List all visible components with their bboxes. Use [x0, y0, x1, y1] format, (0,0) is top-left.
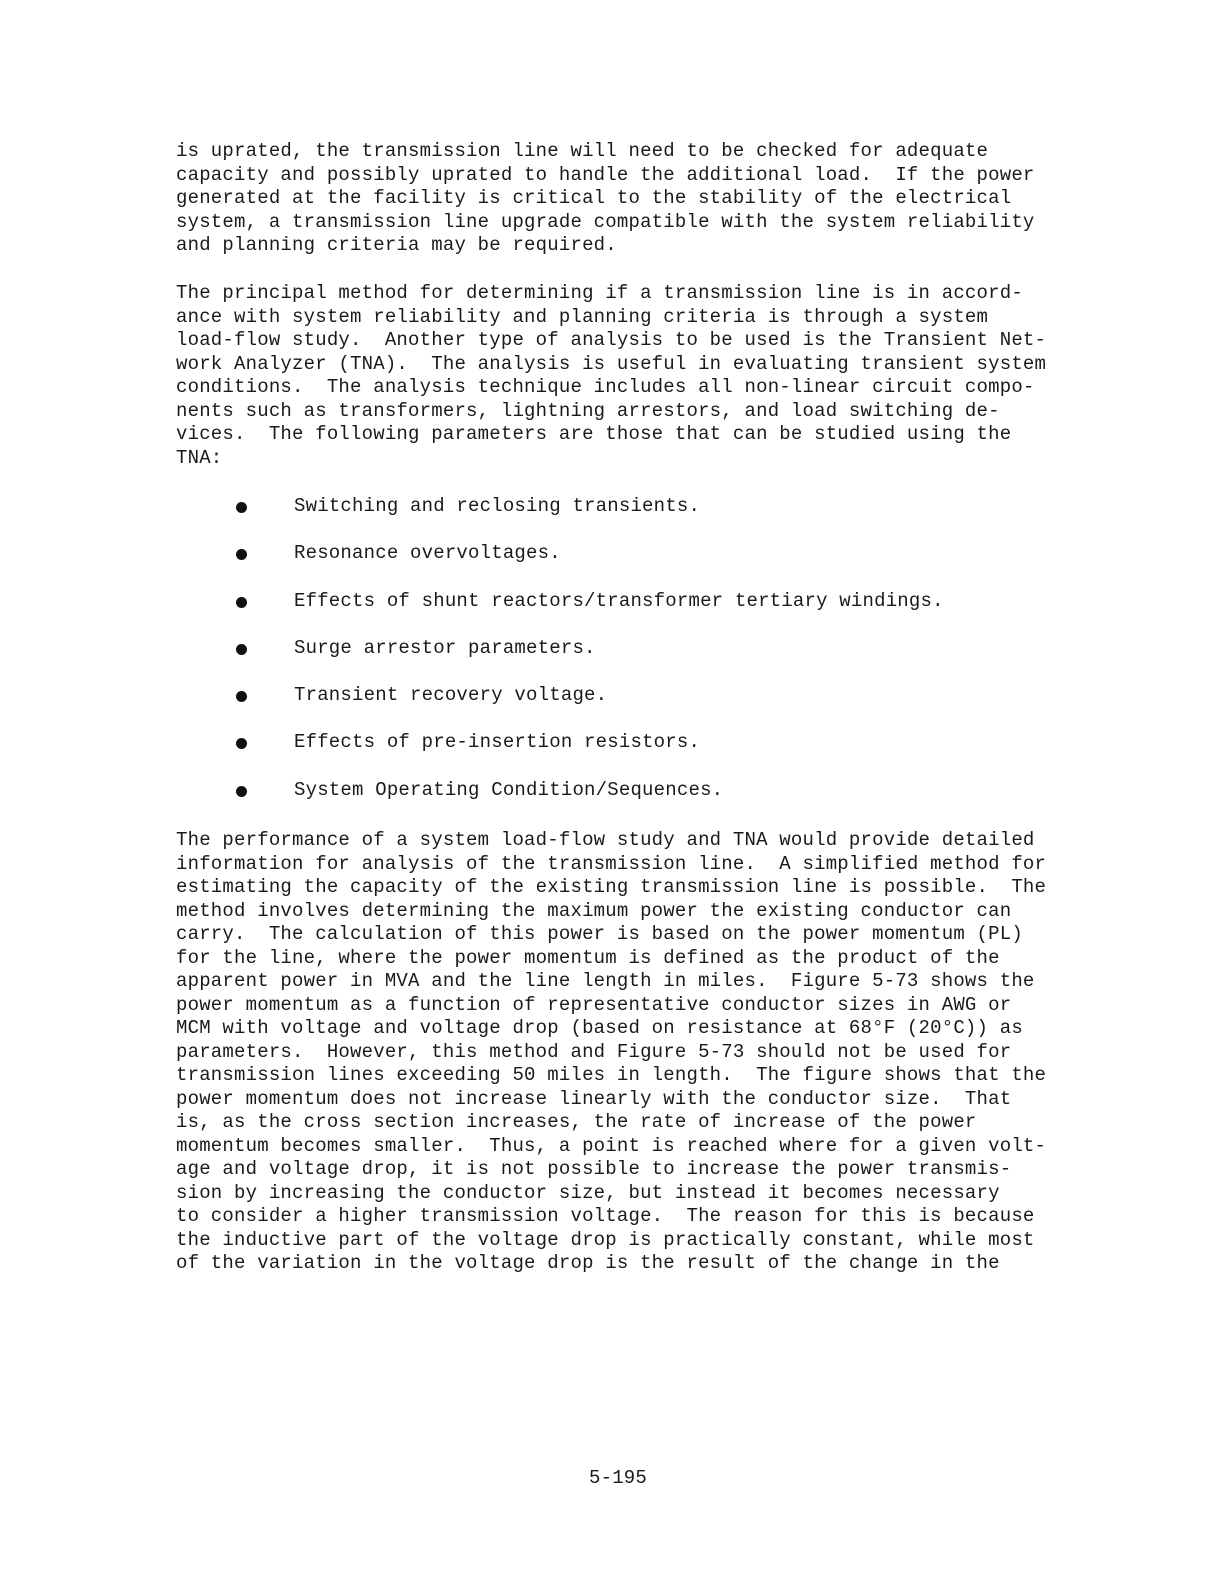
text-line: power momentum does not increase linearly with the conductor size. That	[176, 1087, 1012, 1110]
text-line: to consider a higher transmission voltage. The reason for this is because	[176, 1205, 1035, 1227]
list-item	[234, 542, 1034, 589]
text-line: and planning criteria may be required.	[176, 234, 617, 256]
list-item	[234, 637, 1034, 684]
text-line: conditions. The analysis technique includes all non-linear circuit compo-	[176, 376, 1035, 398]
text-line: is uprated, the transmission line will need to be checked for adequate	[176, 140, 989, 162]
text-line: transmission lines exceeding 50 miles in length. The figure shows that the	[176, 1064, 1047, 1086]
paragraph-2	[176, 282, 1076, 470]
page-number: 5-195	[588, 1467, 647, 1489]
text-line: power momentum as a function of representative conductor sizes in AWG or	[176, 993, 1012, 1016]
list-item-text: Surge arrestor parameters.	[294, 636, 596, 659]
text-line: The principal method for determining if a transmission line is in accord-	[176, 282, 1023, 304]
list-item	[234, 779, 1034, 826]
text-line: generated at the facility is critical to the stability of the electrical	[176, 187, 1012, 209]
bullet-icon	[236, 597, 247, 608]
paragraph-1	[176, 140, 1076, 258]
text-line: parameters. However, this method and Figure 5-73 should not be used for	[176, 1040, 1012, 1063]
list-item	[234, 684, 1034, 731]
list-item-text: Transient recovery voltage.	[294, 684, 608, 707]
bullet-icon	[236, 644, 247, 655]
text-line: for the line, where the power momentum is defined as the product of the	[176, 946, 1000, 969]
list-item-text: Effects of shunt reactors/transformer tertiary windings.	[294, 589, 944, 612]
bullet-icon	[236, 738, 247, 749]
text-line: estimating the capacity of the existing transmission line is possible. The	[176, 876, 1047, 898]
bullet-icon	[236, 502, 247, 513]
text-line: age and voltage drop, it is not possible to increase the power transmis-	[176, 1158, 1012, 1180]
list-item-text: Effects of pre-insertion resistors.	[294, 731, 701, 754]
text-line: nents such as transformers, lightning arrestors, and load switching de-	[176, 399, 1000, 422]
text-line: the inductive part of the voltage drop is practically constant, while most	[176, 1228, 1035, 1251]
text-line: capacity and possibly uprated to handle the additional load. If the power	[176, 163, 1035, 186]
paragraph-3	[176, 829, 1076, 1276]
text-line: TNA:	[176, 446, 223, 469]
list-item	[234, 731, 1034, 778]
text-line: MCM with voltage and voltage drop (based on resistance at 68°F (20°C)) as	[176, 1017, 1023, 1039]
text-line: of the variation in the voltage drop is the result of the change in the	[176, 1252, 1000, 1274]
text-line: sion by increasing the conductor size, but instead it becomes necessary	[176, 1181, 1000, 1204]
text-line: vices. The following parameters are those that can be studied using the	[176, 423, 1012, 445]
text-line: carry. The calculation of this power is based on the power momentum (PL)	[176, 923, 1023, 945]
text-line: work Analyzer (TNA). The analysis is useful in evaluating transient system	[176, 352, 1047, 375]
text-line: apparent power in MVA and the line length in miles. Figure 5-73 shows the	[176, 970, 1035, 992]
bullet-icon	[236, 786, 247, 797]
text-line: information for analysis of the transmission line. A simplified method for	[176, 852, 1047, 875]
text-line: momentum becomes smaller. Thus, a point is reached where for a given volt-	[176, 1134, 1047, 1157]
text-line: system, a transmission line upgrade compatible with the system reliability	[176, 210, 1035, 233]
bullet-icon	[236, 549, 247, 560]
list-item	[234, 590, 1034, 637]
text-line: load-flow study. Another type of analysis to be used is the Transient Net-	[176, 329, 1047, 351]
list-item-text: System Operating Condition/Sequences.	[294, 778, 724, 801]
list-item	[234, 495, 1034, 542]
text-line: The performance of a system load-flow study and TNA would provide detailed	[176, 829, 1035, 851]
parameter-bullet-list	[234, 495, 1034, 826]
list-item-text: Resonance overvoltages.	[294, 542, 561, 565]
bullet-icon	[236, 691, 247, 702]
text-line: ance with system reliability and planning criteria is through a system	[176, 305, 989, 328]
list-item-text: Switching and reclosing transients.	[294, 495, 701, 517]
text-line: is, as the cross section increases, the rate of increase of the power	[176, 1111, 977, 1133]
text-line: method involves determining the maximum power the existing conductor can	[176, 899, 1012, 922]
